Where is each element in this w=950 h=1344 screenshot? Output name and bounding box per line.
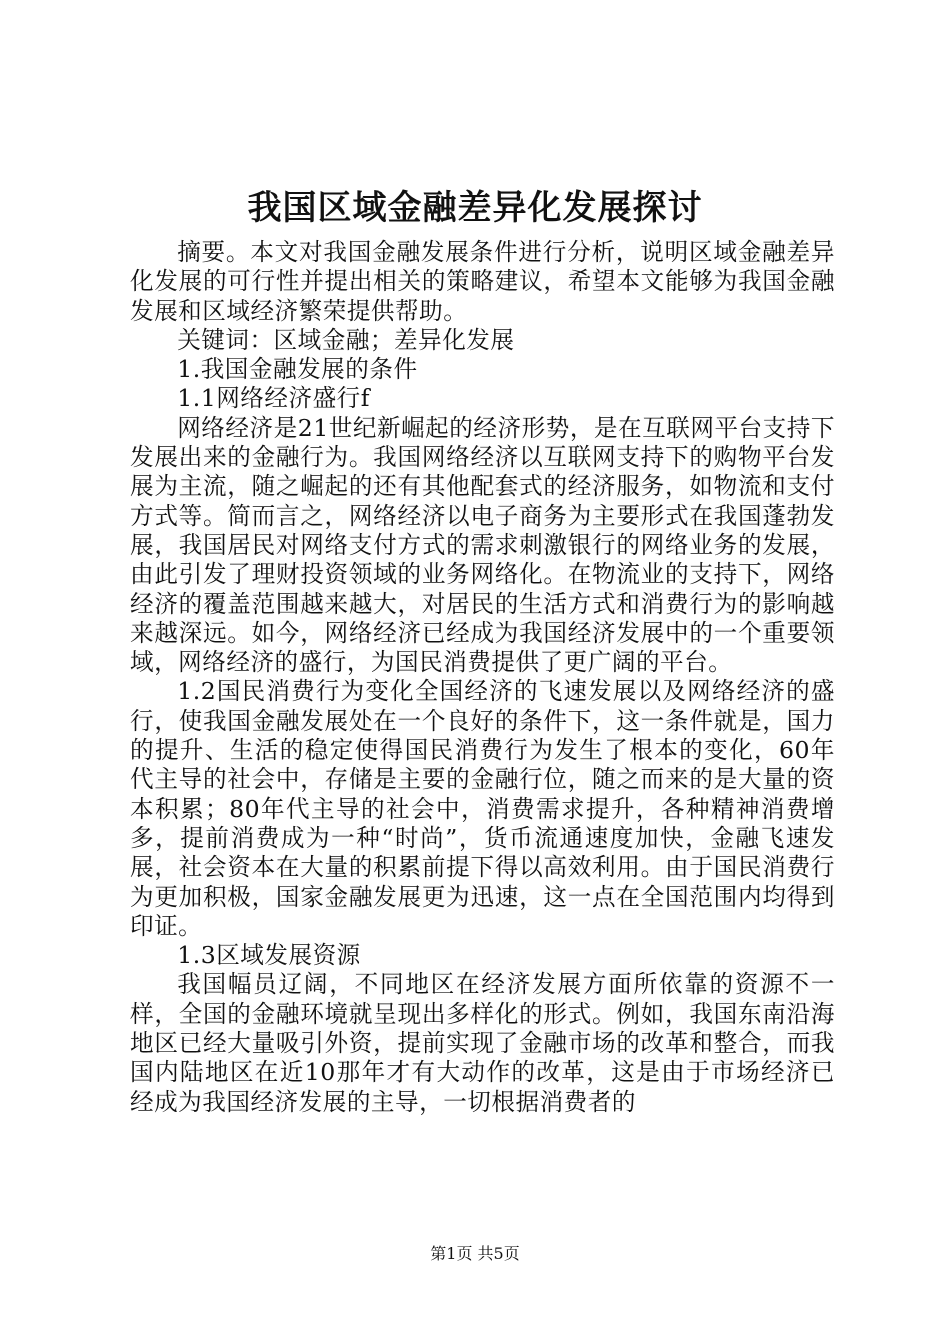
document-title: 我国区域金融差异化发展探讨 [247,188,703,228]
page-footer: 第1页 共5页 [430,1244,520,1263]
body-paragraph: 1.2国民消费行为变化全国经济的飞速发展以及网络经济的盛行，使我国金融发展处在一个良好的条件下，这一条件就是，国力的提升、生活的稳定使得国民消费行为发生了根本的变化，60年代主导的社会中，存储是主要的金融行位，随之而来的是大量的资本积累；80年代主导的社会中，消费需求提升，各种精神消费增多，提前消费成为一种“时尚”，货币流通速度加快，金融飞速发展，社会资本在大量的积累前提下得以高效利用。由于国民消费行为更加积极，国家金融发展更为迅速，这一点在全国范围内均得到印证。 [130,677,835,940]
subsection-heading: 1.1网络经济盛行f [177,384,371,413]
keywords-line: 关键词：区域金融；差异化发展 [177,325,515,354]
subsection-heading: 1.3区域发展资源 [177,941,361,970]
document-body [130,238,835,1117]
abstract-paragraph: 摘要。本文对我国金融发展条件进行分析，说明区域金融差异化发展的可行性并提出相关的策略建议，希望本文能够为我国金融发展和区域经济繁荣提供帮助。 [130,238,835,325]
section-heading: 1.我国金融发展的条件 [177,355,418,384]
body-paragraph: 我国幅员辽阔，不同地区在经济发展方面所依靠的资源不一样，全国的金融环境就呈现出多样化的形式。例如，我国东南沿海地区已经大量吸引外资，提前实现了金融市场的改革和整合，而我国内陆地区在近10那年才有大动作的改革，这是由于市场经济已经成为我国经济发展的主导，一切根据消费者的 [130,970,835,1116]
body-paragraph: 网络经济是21世纪新崛起的经济形势，是在互联网平台支持下发展出来的金融行为。我国网络经济以互联网支持下的购物平台发展为主流，随之崛起的还有其他配套式的经济服务，如物流和支付方式等。简而言之，网络经济以电子商务为主要形式在我国蓬勃发展，我国居民对网络支付方式的需求刺激银行的网络业务的发展，由此引发了理财投资领域的业务网络化。在物流业的支持下，网络经济的覆盖范围越来越大，对居民的生活方式和消费行为的影响越来越深远。如今，网络经济已经成为我国经济发展中的一个重要领域，网络经济的盛行，为国民消费提供了更广阔的平台。 [130,413,835,677]
